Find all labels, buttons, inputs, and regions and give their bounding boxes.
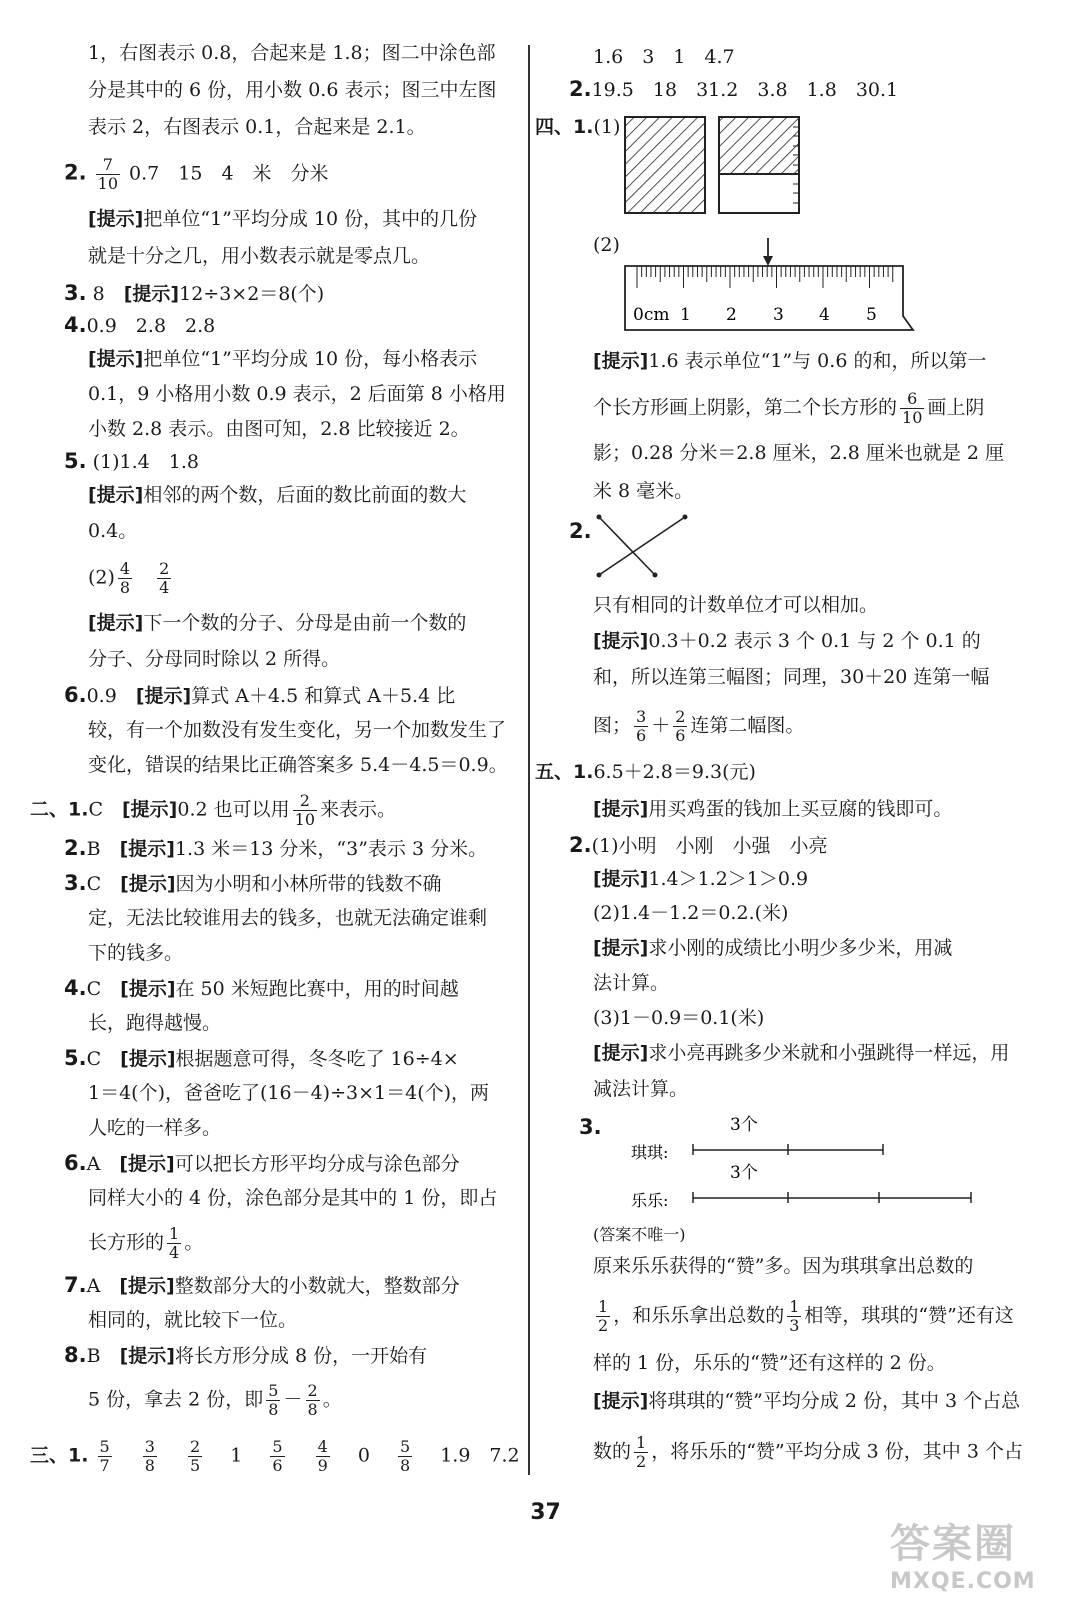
hint-line: [提示]求小亮再跳多少米就和小强跳得一样远，用 [593,1042,1010,1064]
hint-line: [提示]1.4＞1.2＞1＞0.9 [593,868,809,890]
hint-line: [提示]求小刚的成绩比小明少多少米，用减 [593,937,953,959]
hint-line: [提示]相邻的两个数，后面的数比前面的数大 [88,484,467,506]
section-number: 二、1. [30,798,89,821]
hint-line: 和，所以连第三幅图；同理，30＋20 连第一幅 [593,666,990,688]
shaded-rectangle [625,117,705,213]
page-number: 37 [530,1500,561,1525]
hint-line: 小数 2.8 表示。由图可知，2.8 比较接近 2。 [88,418,470,440]
section-4-question-1: 四、1.(1) [535,116,621,138]
hint-line: 减法计算。 [593,1078,689,1100]
part-label: (2) [593,234,620,256]
svg-text:3个: 3个 [730,1115,758,1135]
text-line: 下的钱多。 [88,942,184,964]
hint-line: 变化，错误的结果比正确答案多 5.4－4.5＝0.9。 [88,754,508,776]
section-5-question-1: 五、1.6.5＋2.8＝9.3(元) [535,761,756,783]
section-2-question-5: 5.C [提示]根据题意可得，冬冬吃了 16÷4× [64,1046,459,1070]
question-number: 2. [64,160,87,185]
hint-line: [提示]0.3＋0.2 表示 3 个 0.1 与 2 个 0.1 的 [593,630,981,652]
note: (答案不唯一) [593,1225,686,1244]
text-line: 相同的，就比较下一位。 [88,1309,298,1331]
segment-diagram [615,1108,995,1218]
text-line: 1，右图表示 0.8，合起来是 1.8；图二中涂色部 [88,42,496,64]
question-6: 6.0.9 [提示]算式 A＋4.5 和算式 A＋5.4 比 [64,683,456,707]
fraction: $\frac{7}{10}$ [97,155,118,193]
svg-text:3: 3 [773,305,784,325]
text-line: 原来乐乐获得的“赞”多。因为琪琪拿出总数的 [593,1255,974,1277]
question-4: 4.0.9 2.8 2.8 [64,313,216,337]
question-3: 3. 8 [提示]12÷3×2＝8(个) [64,281,325,305]
svg-text:乐乐:: 乐乐: [631,1191,669,1210]
svg-text:琪琪:: 琪琪: [631,1143,669,1162]
matching-lines-figure [593,512,693,582]
section-2-question-8: 8.B [提示]将长方形分成 8 份，一开始有 [64,1343,428,1367]
hint-label: [提示] [88,208,144,230]
text-line: 长方形的 $\frac{1}{4}$ 。 [88,1224,204,1262]
svg-text:3个: 3个 [730,1163,758,1183]
section-2-question-7: 7.A [提示]整数部分大的小数就大，整数部分 [64,1273,460,1297]
svg-text:5: 5 [866,305,877,325]
section-5-question-3: 3. [579,1115,602,1139]
hint-line: [提示]将琪琪的“赞”平均分成 2 份，其中 3 个占总 [593,1390,1021,1412]
hint-line: [提示]用买鸡蛋的钱加上买豆腐的钱即可。 [593,798,953,820]
rectangles-figure [623,115,863,217]
svg-text:2: 2 [726,305,737,325]
text-line: 表示 2，右图表示 0.1，合起来是 2.1。 [88,116,426,138]
hint-line: [提示]1.6 表示单位“1”与 0.6 的和，所以第一 [593,350,987,372]
hint-line: 影；0.28 分米＝2.8 厘米，2.8 厘米也就是 2 厘 [593,442,1005,464]
text-line: 1＝4(个)，爸爸吃了(16－4)÷3×1＝4(个)，两 [88,1082,490,1104]
hint-line: 个长方形画上阴影，第二个长方形的 $\frac{6}{10}$ 画上阴 [593,389,985,427]
answer-line: 1.6 3 1 4.7 [593,46,735,68]
hint-line: 0.4。 [88,520,138,542]
hint-line: [提示]把单位“1”平均分成 10 份，其中的几份 [88,208,478,230]
question-2: 2.19.5 18 31.2 3.8 1.8 30.1 [569,77,899,101]
ruler-figure [623,238,923,338]
answer-line: (3)1－0.9＝0.1(米) [593,1007,765,1029]
text-line: $\frac{1}{2}$ ，和乐乐拿出总数的 $\frac{1}{3}$ 相等，琪琪的“赞”还有这 [598,1297,1014,1335]
section-3-question-1: 三、1. $\frac{5}{7}$ $\frac{3}{8}$ $\frac{2}{5}$ 1 $\frac{5}{6}$ $\frac{4}{9}$ 0 $\frac{5}{8}$ 1.9 7.2 [30,1437,520,1475]
section-2-question-1: 二、1.C [提示]0.2 也可以用 $\frac{2}{10}$ 来表示。 [30,791,397,829]
hint-line: [提示]把单位“1”平均分成 10 份，每小格表示 [88,348,478,370]
hint-line: 米 8 毫米。 [593,480,694,502]
column-divider [528,45,530,1475]
answer-line: 只有相同的计数单位才可以相加。 [593,594,879,616]
question-2 [64,156,329,193]
section-2-question-3: 3.C [提示]因为小明和小林所带的钱数不确 [64,871,442,895]
text-line: 同样大小的 4 份，涂色部分是其中的 1 份，即占 [88,1187,498,1209]
text-line: 5 份，拿去 2 份，即 $\frac{5}{8}$ － $\frac{2}{8}$ 。 [88,1381,342,1419]
section-4-question-2: 2. [569,519,592,543]
hint-line: 图； $\frac{3}{6}$ ＋ $\frac{2}{6}$ 连第二幅图。 [593,707,805,745]
answer-line: (2) $\frac{4}{8}$ $\frac{2}{4}$ [88,559,170,597]
hint-line: [提示]下一个数的分子、分母是由前一个数的 [88,612,467,634]
hint-line: 较，有一个加数没有发生变化，另一个加数发生了 [88,719,507,741]
question-5: 5. (1)1.4 1.8 [64,449,199,473]
text-line: 样的 1 份，乐乐的“赞”还有这样的 2 份。 [593,1352,946,1374]
section-5-question-2: 2.(1)小明 小刚 小强 小亮 [569,833,828,857]
hint-line: 分子、分母同时除以 2 所得。 [88,648,341,670]
svg-text:0cm: 0cm [633,305,670,325]
answer-line: (2)1.4－1.2＝0.2.(米) [593,902,789,924]
section-2-question-4: 4.C [提示]在 50 米短跑比赛中，用的时间越 [64,976,459,1000]
text-line: 分是其中的 6 份，用小数 0.6 表示；图三中左图 [88,79,497,101]
hint-line: 数的 $\frac{1}{2}$ ，将乐乐的“赞”平均分成 3 份，其中 3 个占 [593,1433,1023,1471]
text-line: 长，跑得越慢。 [88,1012,222,1034]
hint-line: 0.1，9 小格用小数 0.9 表示，2 后面第 8 小格用 [88,383,506,405]
answer-text: 0.7 15 4 米 分米 [129,162,329,185]
section-2-question-6: 6.A [提示]可以把长方形平均分成与涂色部分 [64,1151,460,1175]
svg-text:1: 1 [680,305,691,325]
svg-text:4: 4 [819,305,830,325]
hint-line: 就是十分之几，用小数表示就是零点几。 [88,245,431,267]
section-2-question-2: 2.B [提示]1.3 米＝13 分米，“3”表示 3 分米。 [64,836,488,860]
text-line: 人吃的一样多。 [88,1117,222,1139]
watermark: 答案圈 MXQE.COM [890,1521,1036,1594]
text-line: 定，无法比较谁用去的钱多，也就无法确定谁剩 [88,907,488,929]
hint-line: 法计算。 [593,972,670,994]
